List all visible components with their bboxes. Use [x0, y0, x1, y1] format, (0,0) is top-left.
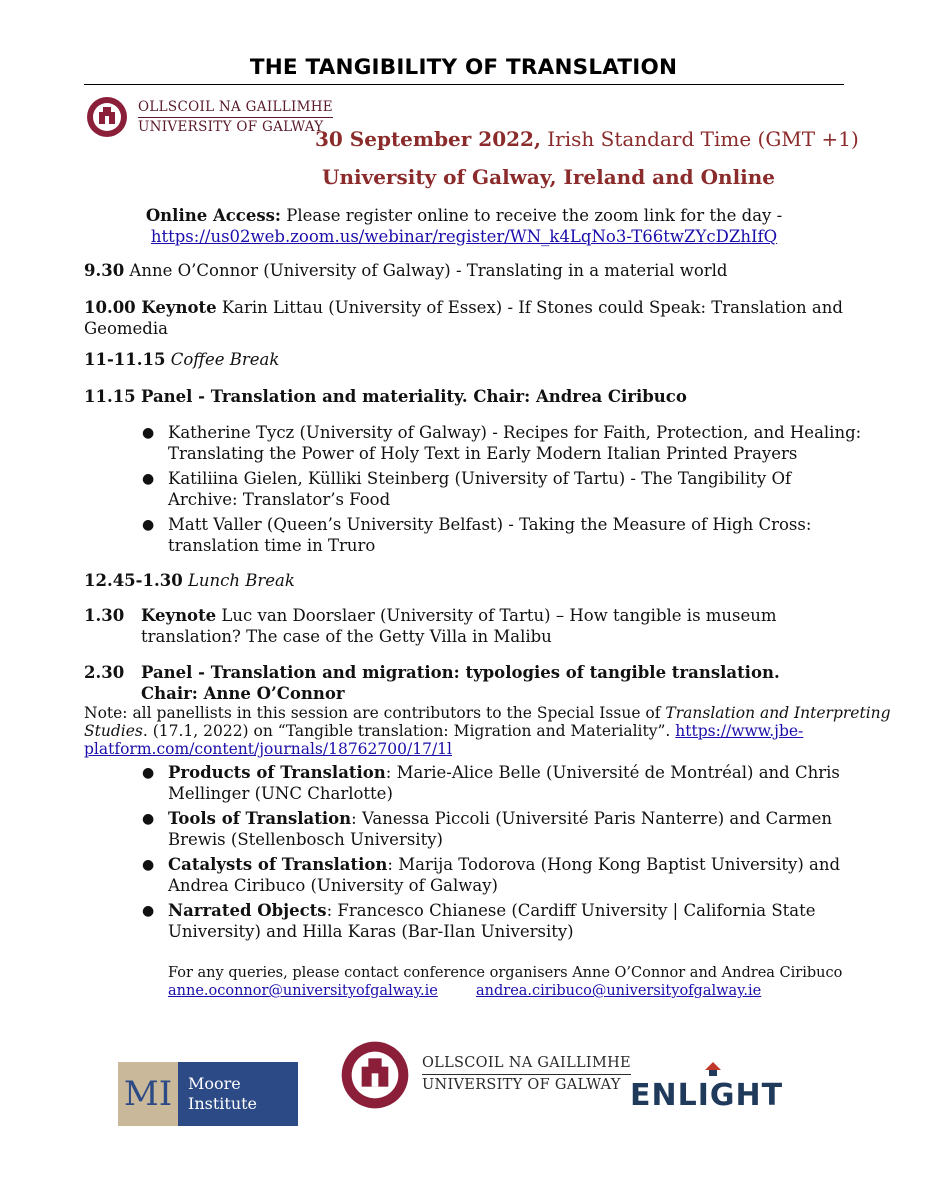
panel2-item-1-l2: Mellinger (UNC Charlotte) [168, 784, 393, 803]
bullet-dot: ● [142, 857, 155, 873]
session-1000-text-l1: Karin Littau (University of Essex) - If Stones could Speak: Translation and [216, 298, 843, 317]
panel2-item-4-l1: : Francesco Chianese (Cardiff University | California State [326, 901, 816, 920]
panel1-item-2-l2: Archive: Translator’s Food [168, 490, 391, 509]
panel1-item-3-l2: translation time in Truro [168, 536, 376, 555]
session-coffee [84, 349, 279, 370]
panel2-item-1-l1: : Marie-Alice Belle (Université de Montréal) and Chris [385, 763, 840, 782]
page-title: THE TANGIBILITY OF TRANSLATION [249, 55, 678, 80]
panel2-item-4-bold: Narrated Objects [168, 901, 327, 920]
panel1-item-2-l1: Katiliina Gielen, Külliki Steinberg (University of Tartu) - The Tangibility Of [168, 469, 792, 488]
panel2-item-3 [168, 854, 840, 896]
moore-institute-logo [118, 1062, 298, 1126]
session-230-heading [141, 662, 780, 704]
university-seal-icon [86, 96, 128, 138]
session-130 [141, 605, 777, 647]
panel2-item-2-bold: Tools of Translation [168, 809, 352, 828]
note-l1a: Note: all panellists in this session are contributors to the Special Issue of [84, 704, 666, 722]
note-l1b: Translation and Interpreting [665, 704, 891, 722]
contact-block [168, 964, 842, 1000]
session-230-time: 2.30 [84, 663, 125, 682]
coffee-text: Coffee Break [165, 350, 280, 369]
panel2-item-1-bold: Products of Translation [168, 763, 386, 782]
panel2-item-2 [168, 808, 832, 850]
footer-galway-l1: OLLSCOIL NA GAILLIMHE [422, 1055, 631, 1071]
panel1-item-3 [168, 514, 811, 556]
note-l2b: . (17.1, 2022) on “Tangible translation: Migration and Materiality”. [142, 722, 676, 740]
email-anne[interactable]: anne.oconnor@universityofgalway.ie [168, 983, 438, 999]
panel1-item-1 [168, 422, 861, 464]
session-130-text-l2: translation? The case of the Getty Villa in Malibu [141, 627, 552, 646]
bullet-dot: ● [142, 903, 155, 919]
moore-l1: Moore [188, 1074, 241, 1093]
header-logo-line2: UNIVERSITY OF GALWAY [138, 119, 324, 135]
title-underline [84, 84, 844, 85]
session-930-time: 9.30 [84, 261, 125, 280]
bullet-dot: ● [142, 811, 155, 827]
session-1000-text-l2: Geomedia [84, 319, 168, 338]
online-access [84, 205, 844, 247]
panel2-item-2-l1: : Vanessa Piccoli (Université Paris Nanterre) and Carmen [351, 809, 833, 828]
session-1115-time: 11.15 [84, 387, 136, 406]
session-1115 [84, 386, 136, 407]
session-1115-heading: Panel - Translation and materiality. Chair: Andrea Ciribuco [141, 387, 687, 406]
panel2-item-3-l1: : Marija Todorova (Hong Kong Baptist University) and [387, 855, 841, 874]
university-seal-icon [340, 1040, 410, 1110]
footer-galway-l2: UNIVERSITY OF GALWAY [422, 1077, 621, 1093]
moore-name-box [178, 1062, 298, 1126]
header-logo-line1: OLLSCOIL NA GAILLIMHE [138, 99, 333, 115]
event-date-rest: Irish Standard Time (GMT +1) [540, 127, 859, 151]
panel2-item-1 [168, 762, 840, 804]
panel1-item-1-l2: Translating the Power of Holy Text in Early Modern Italian Printed Prayers [168, 444, 798, 463]
enlight-logo [630, 1062, 790, 1122]
contact-text: For any queries, please contact conference organisers Anne O’Connor and Andrea Ciribuco [168, 965, 843, 981]
session-130-keyword: Keynote [141, 606, 217, 625]
session-1000 [84, 297, 843, 339]
moore-mark-text: MI [123, 1074, 173, 1114]
coffee-time: 11-11.15 [84, 350, 166, 369]
access-text: Please register online to receive the zoom link for the day - [281, 206, 783, 225]
event-date [315, 127, 859, 151]
footer-university-logo [340, 1040, 631, 1114]
session-230-heading-l1: Panel - Translation and migration: typologies of tangible translation. [141, 663, 780, 682]
jbe-link-part1[interactable]: https://www.jbe- [675, 722, 804, 740]
header-university-logo [86, 96, 333, 140]
panel1-item-3-l1: Matt Valler (Queen’s University Belfast) - Taking the Measure of High Cross: [168, 515, 812, 534]
moore-l2: Institute [188, 1094, 258, 1113]
session-lunch [84, 570, 295, 591]
bullet-dot: ● [142, 425, 155, 441]
bullet-dot: ● [142, 517, 155, 533]
panel2-item-3-bold: Catalysts of Translation [168, 855, 388, 874]
session-230-heading-l2: Chair: Anne O’Connor [141, 684, 345, 703]
jbe-link-part2[interactable]: platform.com/content/journals/18762700/17/1l [84, 740, 452, 758]
email-andrea[interactable]: andrea.ciribuco@universityofgalway.ie [476, 983, 762, 999]
event-place: University of Galway, Ireland and Online [322, 165, 776, 189]
panel1-item-1-l1: Katherine Tycz (University of Galway) - Recipes for Faith, Protection, and Healing: [168, 423, 862, 442]
lunch-time: 12.45-1.30 [84, 571, 183, 590]
lunch-text: Lunch Break [182, 571, 295, 590]
bullet-dot: ● [142, 471, 155, 487]
enlight-wordmark: ENLIGHT [630, 1078, 784, 1113]
zoom-registration-link[interactable]: https://us02web.zoom.us/webinar/register/WN_k4LqNo3-T66twZYcDZhIfQ [150, 227, 778, 246]
event-date-bold: 30 September 2022, [315, 127, 541, 151]
moore-mark [118, 1062, 178, 1126]
panel2-item-4-l2: University) and Hilla Karas (Bar-Ilan University) [168, 922, 574, 941]
session-230-note [84, 704, 891, 758]
panel2-item-4 [168, 900, 816, 942]
panel2-item-2-l2: Brewis (Stellenbosch University) [168, 830, 443, 849]
session-930 [84, 260, 728, 281]
session-130-text-l1: Luc van Doorslaer (University of Tartu) – How tangible is museum [216, 606, 777, 625]
note-l2a: Studies [84, 722, 143, 740]
panel2-item-3-l2: Andrea Ciribuco (University of Galway) [168, 876, 498, 895]
session-930-text: Anne O’Connor (University of Galway) - Translating in a material world [124, 261, 728, 280]
bullet-dot: ● [142, 765, 155, 781]
session-130-time: 1.30 [84, 606, 125, 625]
session-1000-time: 10.00 Keynote [84, 298, 217, 317]
access-label: Online Access: [145, 206, 282, 225]
panel1-item-2 [168, 468, 791, 510]
